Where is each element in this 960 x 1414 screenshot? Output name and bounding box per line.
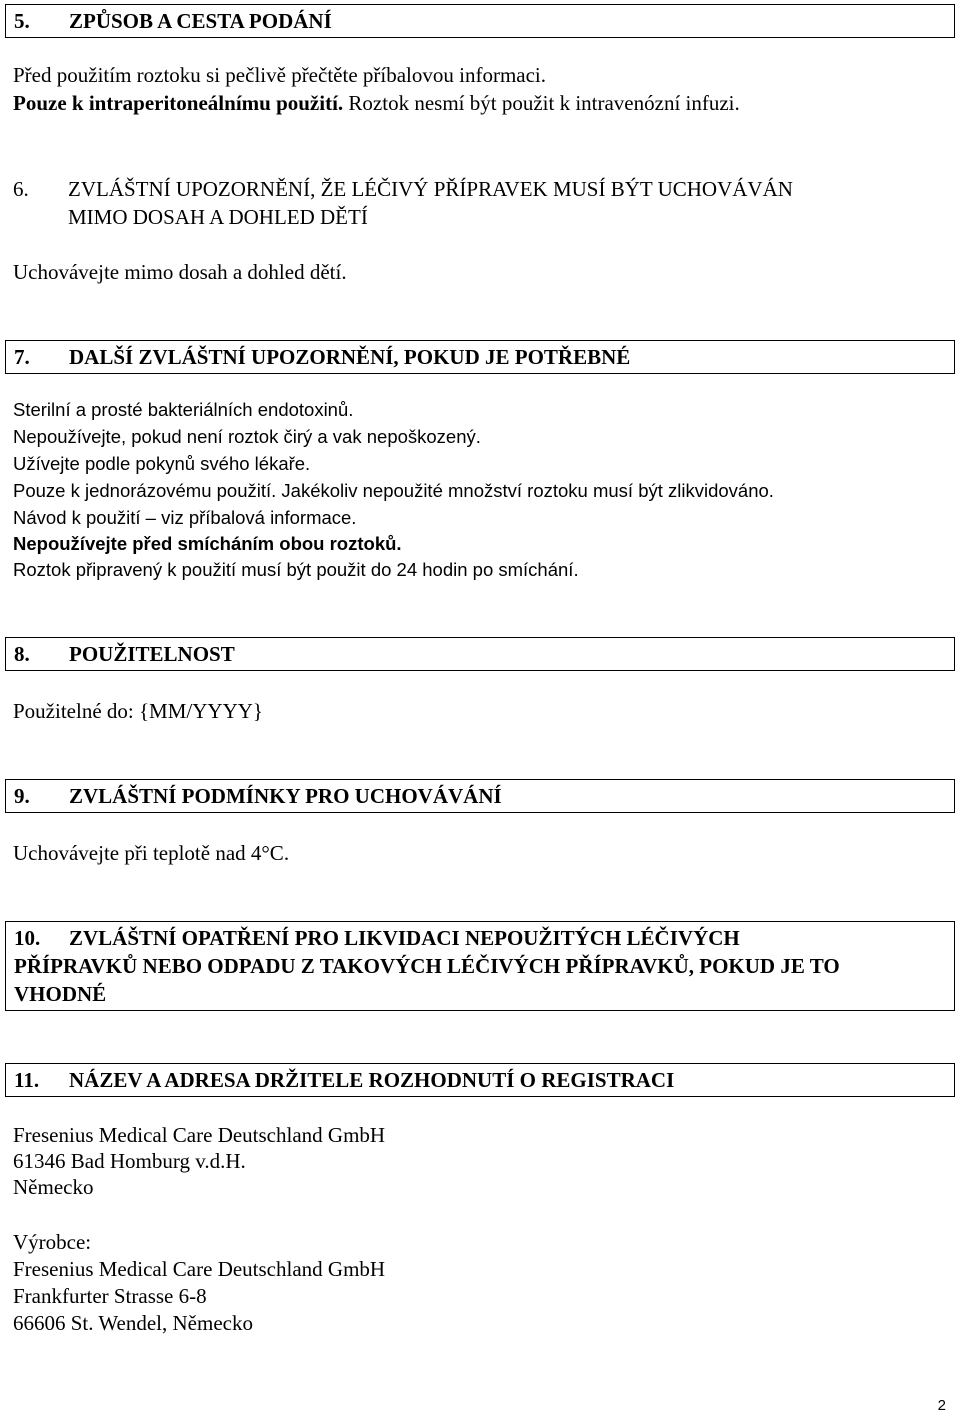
section-title: MIMO DOSAH A DOHLED DĚTÍ xyxy=(68,205,368,229)
section-title: PŘÍPRAVKŮ NEBO ODPADU Z TAKOVÝCH LÉČIVÝCH PŘÍPRAVKŮ, POKUD JE TO xyxy=(14,954,840,978)
section-number: 11. xyxy=(14,1068,40,1092)
section-title: ZVLÁŠTNÍ UPOZORNĚNÍ, ŽE LÉČIVÝ PŘÍPRAVEK MUSÍ BÝT UCHOVÁVÁN xyxy=(68,177,793,201)
section-number: 8. xyxy=(14,642,30,666)
section-6-header xyxy=(13,175,943,231)
manufacturer-line: Fresenius Medical Care Deutschland GmbH xyxy=(13,1257,386,1281)
paragraph: Před použitím roztoku si pečlivě přečtěte příbalovou informaci. xyxy=(13,63,546,87)
holder-line: Fresenius Medical Care Deutschland GmbH xyxy=(13,1123,386,1147)
paragraph: Nepoužívejte, pokud není roztok čirý a vak nepoškozený. xyxy=(13,426,481,447)
section-title: NÁZEV A ADRESA DRŽITELE ROZHODNUTÍ O REGISTRACI xyxy=(69,1068,675,1092)
page-number: 2 xyxy=(937,1397,946,1414)
section-title: POUŽITELNOST xyxy=(69,642,235,666)
holder-line: 61346 Bad Homburg v.d.H. xyxy=(13,1149,246,1173)
bold-phrase: Pouze k intraperitoneálnímu použití. xyxy=(13,91,344,115)
paragraph: Uchovávejte při teplotě nad 4°C. xyxy=(13,841,290,865)
section-number: 9. xyxy=(14,784,30,808)
paragraph xyxy=(13,89,740,117)
manufacturer-line: Frankfurter Strasse 6-8 xyxy=(13,1284,207,1308)
paragraph: Pouze k jednorázovému použití. Jakékoliv nepoužité množství roztoku musí být zlikvidováno. xyxy=(13,480,774,501)
section-title-row xyxy=(14,924,954,952)
section-10-header xyxy=(5,921,955,1011)
paragraph: Návod k použití – viz příbalová informace. xyxy=(13,507,357,528)
text-phrase: Roztok nesmí být použit k intravenózní infuzi. xyxy=(348,91,740,115)
section-number: 10. xyxy=(14,926,41,950)
section-title: ZVLÁŠTNÍ OPATŘENÍ PRO LIKVIDACI NEPOUŽITÝCH LÉČIVÝCH xyxy=(69,926,740,950)
manufacturer-label: Výrobce: xyxy=(13,1230,92,1254)
section-title: ZPŮSOB A CESTA PODÁNÍ xyxy=(69,9,332,33)
section-7-header xyxy=(5,340,955,374)
paragraph: Nepoužívejte před smícháním obou roztoků. xyxy=(13,533,402,554)
section-number: 7. xyxy=(14,345,30,369)
paragraph: Uchovávejte mimo dosah a dohled dětí. xyxy=(13,260,347,284)
section-title: DALŠÍ ZVLÁŠTNÍ UPOZORNĚNÍ, POKUD JE POTŘEBNÉ xyxy=(69,345,631,369)
section-title: VHODNÉ xyxy=(14,982,107,1006)
section-number: 6. xyxy=(13,177,29,201)
section-11-header xyxy=(5,1063,955,1097)
paragraph: Užívejte podle pokynů svého lékaře. xyxy=(13,453,311,474)
paragraph: Použitelné do: {MM/YYYY} xyxy=(13,699,263,723)
holder-line: Německo xyxy=(13,1175,94,1199)
paragraph: Roztok připravený k použití musí být použit do 24 hodin po smíchání. xyxy=(13,559,579,580)
section-5-header xyxy=(5,4,955,38)
section-title: ZVLÁŠTNÍ PODMÍNKY PRO UCHOVÁVÁNÍ xyxy=(69,784,502,808)
section-8-header xyxy=(5,637,955,671)
section-9-header xyxy=(5,779,955,813)
section-number: 5. xyxy=(14,9,30,33)
manufacturer-line: 66606 St. Wendel, Německo xyxy=(13,1311,253,1335)
paragraph: Sterilní a prosté bakteriálních endotoxinů. xyxy=(13,399,354,420)
